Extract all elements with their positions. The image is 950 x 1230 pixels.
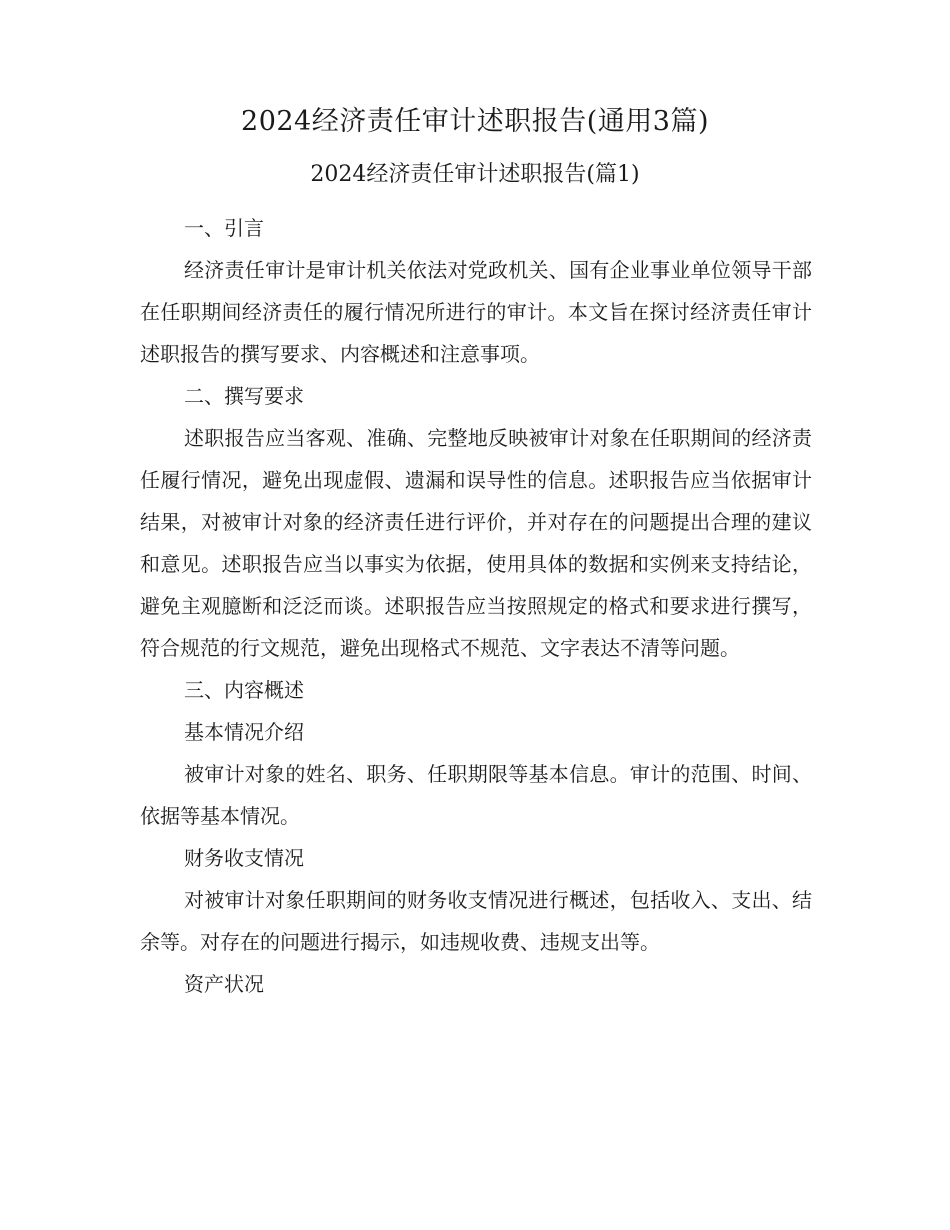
document-body <box>140 207 812 1005</box>
subheading-finance: 财务收支情况 <box>184 846 304 870</box>
subheading-basic-info: 基本情况介绍 <box>184 720 304 744</box>
paragraph-finance: 对被审计对象任职期间的财务收支情况进行概述，包括收入、支出、结余等。对存在的问题进行揭示，如违规收费、违规支出等。 <box>140 888 812 954</box>
paragraph-introduction: 经济责任审计是审计机关依法对党政机关、国有企业事业单位领导干部在任职期间经济责任的履行情况所进行的审计。本文旨在探讨经济责任审计述职报告的撰写要求、内容概述和注意事项。 <box>140 258 812 366</box>
section-heading-content-overview: 三、内容概述 <box>184 678 304 702</box>
paragraph-writing-requirements: 述职报告应当客观、准确、完整地反映被审计对象在任职期间的经济责任履行情况，避免出现虚假、遗漏和误导性的信息。述职报告应当依据审计结果，对被审计对象的经济责任进行评价，并对存在的问题提出合理的建议和意见。述职报告应当以事实为依据，使用具体的数据和实例来支持结论，避免主观臆断和泛泛而谈。述职报告应当按照规定的格式和要求进行撰写，符合规范的行文规范，避免出现格式不规范、文字表达不清等问题。 <box>140 426 812 660</box>
document-subtitle: 2024经济责任审计述职报告(篇1) <box>310 162 640 187</box>
section-heading-writing-requirements: 二、撰写要求 <box>184 384 304 408</box>
section-heading-introduction: 一、引言 <box>184 216 264 240</box>
paragraph-basic-info: 被审计对象的姓名、职务、任职期限等基本信息。审计的范围、时间、依据等基本情况。 <box>140 762 812 828</box>
subheading-assets: 资产状况 <box>184 972 264 996</box>
document-title: 2024经济责任审计述职报告(通用3篇) <box>241 106 709 137</box>
